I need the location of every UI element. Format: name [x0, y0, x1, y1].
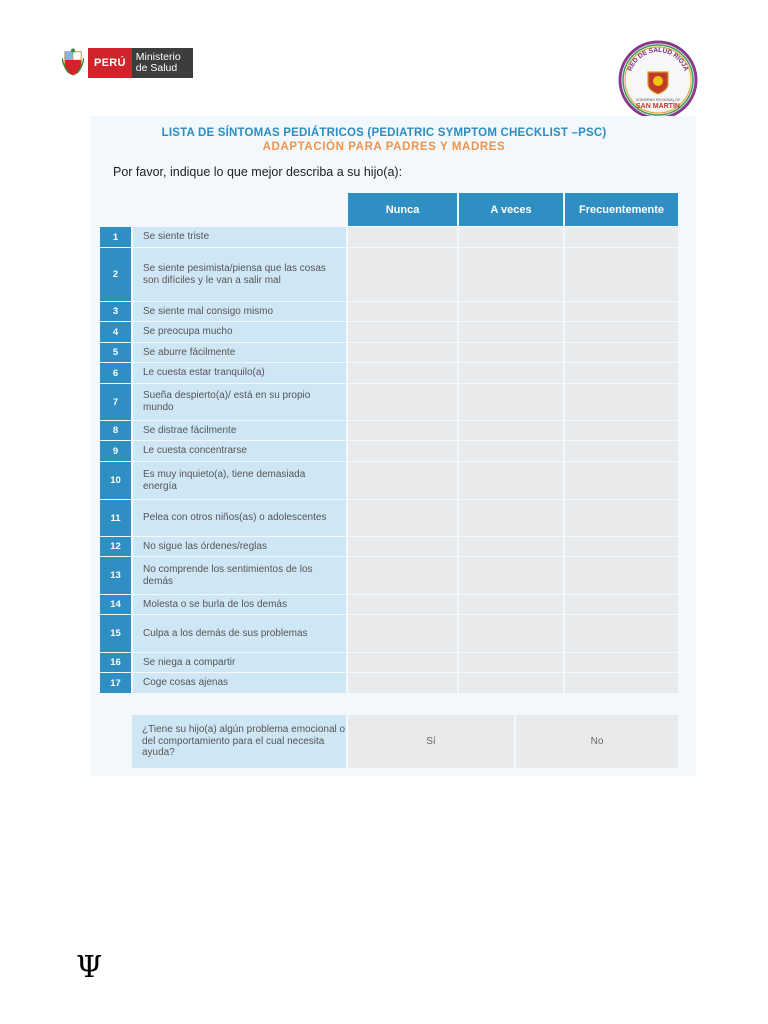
answer-a-veces-cell[interactable] [459, 421, 563, 440]
seal-top-text: RED DE SALUD RIOJA [626, 46, 690, 73]
item-number: 8 [100, 421, 131, 440]
table-row [100, 343, 678, 363]
answer-nunca-cell[interactable] [348, 500, 457, 536]
answer-nunca-cell[interactable] [348, 653, 457, 672]
answer-a-veces-cell[interactable] [459, 673, 563, 693]
answer-nunca-cell[interactable] [348, 384, 457, 420]
answer-nunca-cell[interactable] [348, 595, 457, 614]
item-number: 5 [100, 343, 131, 362]
item-number: 1 [100, 227, 131, 247]
answer-nunca-cell[interactable] [348, 673, 457, 693]
item-number: 10 [100, 462, 131, 499]
answer-frecuentemente-cell[interactable] [565, 615, 678, 652]
item-text: Le cuesta estar tranquilo(a) [133, 363, 346, 383]
answer-nunca-cell[interactable] [348, 227, 457, 247]
item-text: Sueña despierto(a)/ está en su propio mundo [133, 384, 346, 420]
answer-a-veces-cell[interactable] [459, 595, 563, 614]
answer-frecuentemente-cell[interactable] [565, 363, 678, 383]
answer-nunca-cell[interactable] [348, 322, 457, 342]
column-header-frecuentemente: Frecuentemente [565, 193, 678, 226]
item-text: Se siente mal consigo mismo [133, 302, 346, 321]
item-number: 17 [100, 673, 131, 693]
item-number: 7 [100, 384, 131, 420]
item-text: Se niega a compartir [133, 653, 346, 672]
ministry-label [132, 48, 193, 78]
table-row [100, 421, 678, 441]
help-question: ¿Tiene su hijo(a) algún problema emocional o del comportamiento para el cual necesita ayuda? [132, 715, 346, 768]
answer-no-cell[interactable]: No [516, 715, 678, 768]
table-row [100, 615, 678, 653]
column-header-a-veces: A veces [459, 193, 563, 226]
item-number: 11 [100, 500, 131, 536]
table-row [100, 557, 678, 595]
answer-a-veces-cell[interactable] [459, 322, 563, 342]
answer-frecuentemente-cell[interactable] [565, 595, 678, 614]
checklist-subtitle: ADAPTACIÓN PARA PADRES Y MADRES [262, 141, 506, 153]
red-salud-rioja-seal [618, 40, 698, 120]
item-number: 9 [100, 441, 131, 461]
table-row [100, 673, 678, 694]
item-number: 16 [100, 653, 131, 672]
answer-frecuentemente-cell[interactable] [565, 653, 678, 672]
item-text: Se siente pesimista/piensa que las cosas son difíciles y le van a salir mal [133, 248, 346, 301]
seal-bottom-text: SAN MARTÍN [636, 103, 680, 110]
answer-a-veces-cell[interactable] [459, 248, 563, 301]
answer-a-veces-cell[interactable] [459, 227, 563, 247]
answer-nunca-cell[interactable] [348, 248, 457, 301]
table-row [100, 227, 678, 248]
item-text: Molesta o se burla de los demás [133, 595, 346, 614]
answer-frecuentemente-cell[interactable] [565, 384, 678, 420]
answer-a-veces-cell[interactable] [459, 500, 563, 536]
answer-a-veces-cell[interactable] [459, 343, 563, 362]
ministerio-de-salud-logo [62, 48, 193, 78]
item-number: 12 [100, 537, 131, 556]
answer-nunca-cell[interactable] [348, 363, 457, 383]
table-row [100, 653, 678, 673]
item-text: Es muy inquieto(a), tiene demasiada energía [133, 462, 346, 499]
table-row [100, 248, 678, 302]
answer-frecuentemente-cell[interactable] [565, 673, 678, 693]
peru-label: PERÚ [88, 48, 132, 78]
seal-mid-text: GOBIERNO REGIONAL DE [635, 98, 681, 102]
answer-frecuentemente-cell[interactable] [565, 537, 678, 556]
answer-nunca-cell[interactable] [348, 615, 457, 652]
item-text: Se aburre fácilmente [133, 343, 346, 362]
answer-frecuentemente-cell[interactable] [565, 248, 678, 301]
answer-frecuentemente-cell[interactable] [565, 302, 678, 321]
answer-frecuentemente-cell[interactable] [565, 227, 678, 247]
item-number: 6 [100, 363, 131, 383]
answer-a-veces-cell[interactable] [459, 363, 563, 383]
table-row [100, 537, 678, 557]
item-number: 2 [100, 248, 131, 301]
table-row [100, 462, 678, 500]
item-text: No comprende los sentimientos de los demás [133, 557, 346, 594]
item-number: 3 [100, 302, 131, 321]
item-text: No sigue las órdenes/reglas [133, 537, 346, 556]
answer-nunca-cell[interactable] [348, 557, 457, 594]
answer-a-veces-cell[interactable] [459, 653, 563, 672]
answer-frecuentemente-cell[interactable] [565, 421, 678, 440]
item-text: Le cuesta concentrarse [133, 441, 346, 461]
item-text: Coge cosas ajenas [133, 673, 346, 693]
answer-nunca-cell[interactable] [348, 421, 457, 440]
peru-coat-of-arms-icon [62, 48, 84, 76]
answer-a-veces-cell[interactable] [459, 384, 563, 420]
answer-frecuentemente-cell[interactable] [565, 441, 678, 461]
item-number: 13 [100, 557, 131, 594]
answer-nunca-cell[interactable] [348, 302, 457, 321]
item-text: Pelea con otros niños(as) o adolescentes [133, 500, 346, 536]
answer-si-cell[interactable]: Sí [348, 715, 514, 768]
item-text: Se preocupa mucho [133, 322, 346, 342]
item-number: 15 [100, 615, 131, 652]
answer-frecuentemente-cell[interactable] [565, 500, 678, 536]
answer-frecuentemente-cell[interactable] [565, 343, 678, 362]
answer-a-veces-cell[interactable] [459, 462, 563, 499]
item-text: Se distrae fácilmente [133, 421, 346, 440]
item-number: 14 [100, 595, 131, 614]
answer-nunca-cell[interactable] [348, 462, 457, 499]
answer-nunca-cell[interactable] [348, 441, 457, 461]
answer-a-veces-cell[interactable] [459, 441, 563, 461]
ministry-line2: de Salud [135, 62, 178, 74]
table-row [100, 322, 678, 343]
instruction-text: Por favor, indique lo que mejor describa a su hijo(a): [113, 165, 403, 179]
answer-a-veces-cell[interactable] [459, 537, 563, 556]
item-number: 4 [100, 322, 131, 342]
answer-nunca-cell[interactable] [348, 343, 457, 362]
table-row [100, 441, 678, 462]
ministry-line1: Ministerio [135, 51, 181, 63]
table-row [100, 363, 678, 384]
checklist-title: LISTA DE SÍNTOMAS PEDIÁTRICOS (PEDIATRIC SYMPTOM CHECKLIST –PSC) [161, 127, 607, 139]
column-header-nunca: Nunca [348, 193, 457, 226]
answer-a-veces-cell[interactable] [459, 302, 563, 321]
item-text: Se siente triste [133, 227, 346, 247]
table-row [100, 595, 678, 615]
answer-a-veces-cell[interactable] [459, 615, 563, 652]
item-text: Culpa a los demás de sus problemas [133, 615, 346, 652]
answer-frecuentemente-cell[interactable] [565, 462, 678, 499]
table-row [100, 384, 678, 421]
table-row [100, 302, 678, 322]
answer-frecuentemente-cell[interactable] [565, 557, 678, 594]
psi-symbol: Ψ [76, 950, 103, 985]
answer-frecuentemente-cell[interactable] [565, 322, 678, 342]
table-row [100, 500, 678, 537]
answer-nunca-cell[interactable] [348, 537, 457, 556]
answer-a-veces-cell[interactable] [459, 557, 563, 594]
